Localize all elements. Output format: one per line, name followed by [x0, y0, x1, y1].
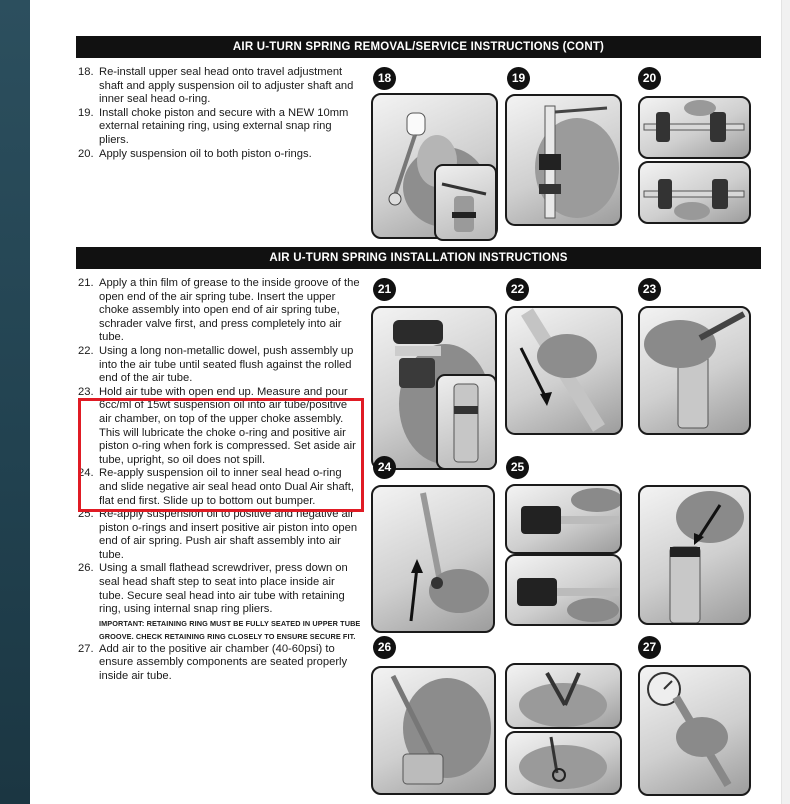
- piston-orings-icon: [640, 163, 749, 222]
- left-sidebar-bar: [0, 0, 30, 804]
- step-20: 20. Apply suspension oil to both piston o-rings.: [78, 147, 312, 160]
- figure-badge-27: 27: [638, 636, 661, 659]
- insert-piston-icon: [640, 487, 749, 623]
- step-23: 23. Hold air tube with open end up. Measure and pour 6cc/ml of 15wt suspension oil into air tube/positive air chamber, on top of the upper choke assembly. This will lubricate the choke o-ring and positive air piston o-ring when fork is compressed. Set aside air tube, upright, so oil does not spill.: [78, 385, 356, 466]
- step-24: 24. Re-apply suspension oil to inner seal head o-ring and slide negative air seal head onto Dual Air shaft, flat end first. Slide up to bottom out bumper.: [78, 467, 354, 507]
- removal-steps-list: [78, 66, 361, 161]
- figure-badge-21: 21: [373, 278, 396, 301]
- pliers-icon: [436, 166, 495, 239]
- step-27: 27. Add air to the positive air chamber (40-60psi) to ensure assembly components are seated properly inside air tube.: [78, 642, 348, 683]
- figure-badge-19: 19: [507, 67, 530, 90]
- figure-21-inset: [436, 374, 497, 470]
- figure-26-photo-bottom: [505, 731, 622, 795]
- important-note: IMPORTANT: RETAINING RING MUST BE FULLY SEATED IN UPPER TUBE GROOVE. CHECK RETAINING RING CLOSELY TO ENSURE SECURE FIT.: [99, 618, 361, 641]
- highlight-box-step-23: [78, 398, 364, 512]
- figure-22-photo: [505, 306, 623, 435]
- step-19: 19. Install choke piston and secure with a NEW 10mm external retaining ring, using external snap ring pliers.: [78, 106, 349, 146]
- figure-26-photo-top: [505, 663, 622, 729]
- figure-24-photo: [371, 485, 495, 633]
- snap-ring-pliers-icon: [507, 665, 620, 727]
- figure-25-photo-right: [638, 485, 751, 625]
- air-tube-icon: [438, 376, 495, 468]
- step-21: 21. Apply a thin film of grease to the inside groove of the open end of the air spring tube. Insert the upper choke assembly into open end of air spring tube, schrader valve first, and press completely into air tube.: [78, 277, 360, 344]
- figure-20-photo-bottom: [638, 161, 751, 224]
- figure-badge-23: 23: [638, 278, 661, 301]
- step-18: 18. Re-install upper seal head onto travel adjustment shaft and apply suspension oil to adjuster shaft and inner seal head o-ring.: [78, 66, 354, 106]
- figure-20-photo-top: [638, 96, 751, 159]
- figure-badge-24: 24: [373, 456, 396, 479]
- figure-26-photo: [371, 666, 496, 795]
- scrollbar-track[interactable]: [781, 0, 790, 804]
- figure-19-photo: [505, 94, 622, 226]
- dowel-push-icon: [507, 308, 621, 433]
- figure-18-inset: [434, 164, 497, 241]
- section-header-removal: AIR U-TURN SPRING REMOVAL/SERVICE INSTRUCTIONS (CONT): [76, 36, 761, 58]
- shock-pump-gauge-icon: [640, 667, 749, 794]
- air-piston-icon: [507, 556, 620, 624]
- piston-orings-icon: [640, 98, 749, 157]
- step-22: 22. Using a long non-metallic dowel, push assembly up into the air tube until seated flush against the rolled end of the air tube.: [78, 344, 354, 385]
- air-piston-icon: [507, 486, 620, 552]
- step-26: 26. Using a small flathead screwdriver, press down on seal head shaft step to seat into place inside air tube. Secure seal head into air tube with retaining ring, using internal snap ring pliers. IMPORTANT: RETAINING RING MUST BE FULLY SEATED IN UPPER TUBE GROOVE. CHECK RETAINING RING CLOSELY TO ENSURE SECURE FIT.: [78, 562, 361, 641]
- step-25: 25. Re-apply suspension oil to positive and negative air piston o-rings and insert positive air piston into open end of air spring. Push air shaft assembly into air tube.: [78, 508, 358, 561]
- figure-badge-26: 26: [373, 636, 396, 659]
- figure-25-photo-top: [505, 484, 622, 554]
- section-header-installation: AIR U-TURN SPRING INSTALLATION INSTRUCTIONS: [76, 247, 761, 269]
- figure-23-photo: [638, 306, 751, 435]
- screwdriver-icon: [373, 668, 494, 793]
- figure-27-photo: [638, 665, 751, 796]
- figure-badge-25: 25: [506, 456, 529, 479]
- choke-piston-icon: [507, 96, 620, 224]
- pour-oil-icon: [640, 308, 749, 433]
- figure-badge-20: 20: [638, 67, 661, 90]
- figure-badge-18: 18: [373, 67, 396, 90]
- figure-badge-22: 22: [506, 278, 529, 301]
- seal-head-shaft-icon: [373, 487, 493, 631]
- figure-25-photo-bottom: [505, 554, 622, 626]
- retaining-ring-icon: [507, 733, 620, 793]
